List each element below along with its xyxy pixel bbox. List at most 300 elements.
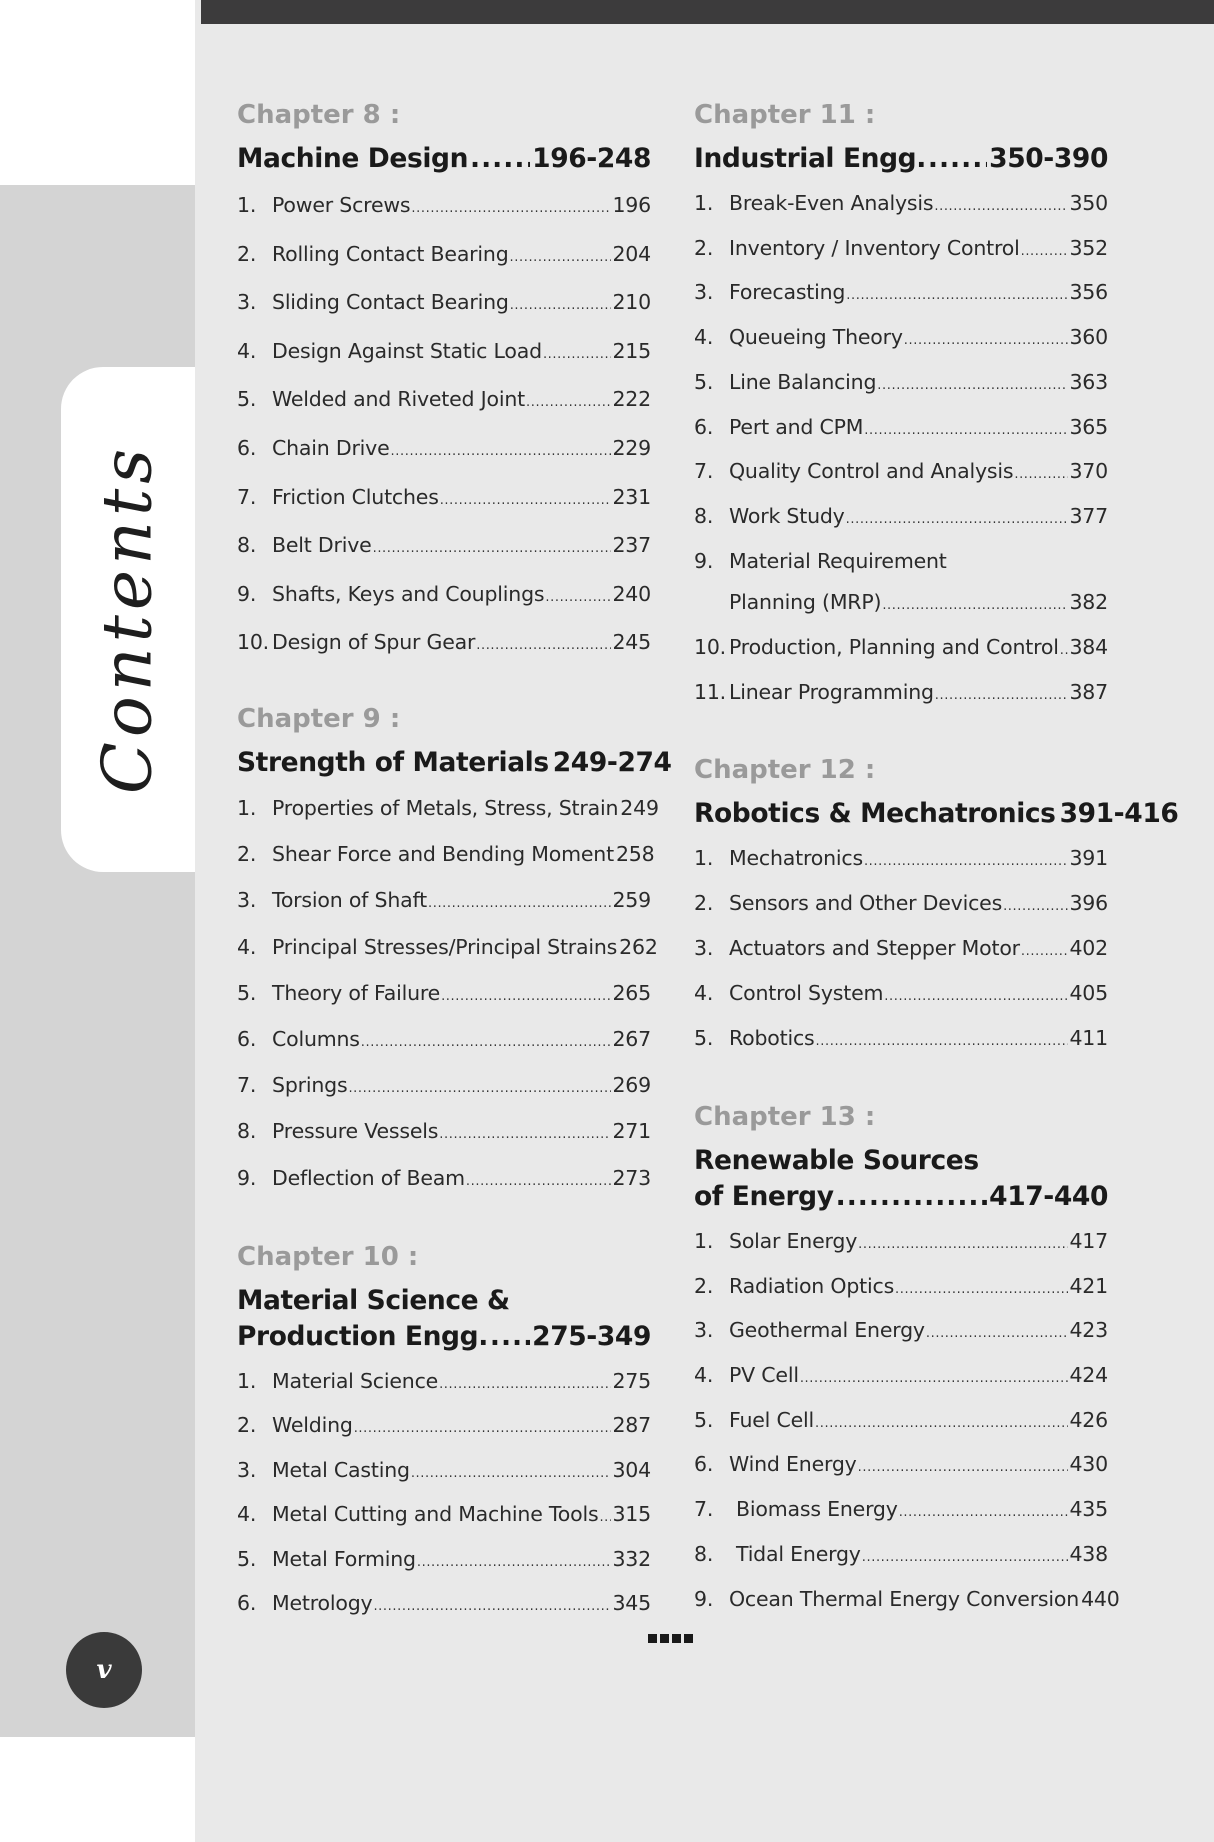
entry-number: 1.	[694, 191, 714, 215]
entry-number: 3.	[694, 936, 714, 961]
entry-number: 4.	[694, 981, 714, 1006]
entry-title: Columns	[272, 1026, 360, 1051]
entry-page: 265	[612, 980, 651, 1005]
entry-title: Welding	[272, 1413, 353, 1438]
toc-entry	[694, 183, 1108, 228]
chapter-page-range: 275-349	[532, 1320, 651, 1352]
dot-leader	[599, 1497, 611, 1539]
entry-title: Springs	[272, 1073, 348, 1098]
entry-page: 269	[612, 1073, 651, 1098]
chapter-title-text: Robotics & Mechatronics	[694, 798, 1056, 830]
entry-title: Theory of Failure	[272, 980, 441, 1005]
toc-right-column	[694, 95, 1179, 1661]
toc-entry	[237, 1064, 651, 1110]
dot-leader	[470, 141, 530, 177]
entry-page: 249	[620, 795, 659, 820]
entry-title: Line Balancing	[729, 369, 877, 394]
entry-title: Fuel Cell	[729, 1407, 815, 1432]
entry-page: 231	[612, 484, 651, 509]
entry-page: 273	[612, 1165, 651, 1190]
chapter-label: Chapter 9 :	[237, 703, 401, 734]
entry-number: 9.	[237, 581, 257, 606]
dot-leader	[846, 275, 1068, 317]
dot-leader	[441, 975, 611, 1018]
entry-page: 258	[615, 842, 655, 867]
entry-title: Geothermal Energy	[729, 1318, 925, 1343]
entry-title: Solar Energy	[729, 1228, 858, 1253]
dot-leader	[864, 410, 1068, 452]
entry-number: 1.	[237, 795, 257, 820]
entry-number: 6.	[694, 414, 714, 439]
dot-leader	[1021, 931, 1069, 973]
entry-title: Belt Drive	[272, 533, 372, 558]
toc-entry	[694, 928, 1108, 973]
entry-title: Sliding Contact Bearing	[272, 290, 509, 315]
dot-leader	[439, 1364, 611, 1406]
dot-leader	[877, 365, 1068, 407]
entry-title: Robotics	[729, 1026, 815, 1051]
entry-page: 396	[1069, 891, 1108, 916]
entry-number: 9.	[694, 1586, 714, 1611]
entry-number: 4.	[237, 934, 257, 959]
entry-number: 5.	[237, 387, 257, 412]
entry-number: 7.	[694, 1497, 714, 1522]
entry-title: Wind Energy	[729, 1452, 857, 1477]
entry-page: 304	[612, 1457, 651, 1482]
chapter-title-text: Production Engg.	[237, 1320, 488, 1352]
entry-number: 6.	[694, 1452, 714, 1477]
toc-entry	[694, 1266, 1108, 1311]
toc-entry	[694, 883, 1108, 928]
chapter-section	[237, 95, 651, 669]
entry-page: 240	[612, 581, 651, 606]
entry-title: Ocean Thermal Energy Conversion	[729, 1586, 1080, 1611]
toc-entry	[237, 833, 655, 879]
entry-title: Biomass Energy	[736, 1497, 898, 1522]
entry-title: Chain Drive	[272, 435, 390, 460]
dot-leader	[411, 187, 611, 232]
entry-number: 3.	[694, 280, 714, 305]
entry-number: 3.	[237, 1457, 257, 1482]
dot-leader	[1003, 886, 1068, 928]
entry-title: Work Study	[729, 503, 845, 528]
dot-leader	[440, 479, 612, 524]
chapter-title-text: Strength of Materials	[237, 746, 549, 778]
dot-leader	[800, 1358, 1069, 1400]
chapter-page-range: 249-274	[552, 746, 672, 778]
toc-entry	[694, 362, 1108, 407]
dot-leader	[815, 1403, 1068, 1445]
toc-entry	[694, 1534, 1108, 1579]
entry-page: 411	[1069, 1026, 1108, 1051]
chapter-title-line	[694, 141, 1108, 177]
entry-page: 262	[619, 934, 658, 959]
entry-number: 6.	[237, 435, 257, 460]
entry-page: 275	[612, 1368, 651, 1393]
dot-leader	[884, 976, 1068, 1018]
entry-number: 1.	[694, 846, 714, 871]
toc-entry	[237, 926, 658, 972]
toc-entry	[694, 1221, 1108, 1266]
entry-title: Sensors and Other Devices	[729, 891, 1003, 916]
entry-title: Rolling Contact Bearing	[272, 241, 509, 266]
dot-leader	[1014, 454, 1068, 496]
entry-number: 3.	[237, 290, 257, 315]
dot-leader	[373, 1586, 611, 1628]
entry-title: Pert and CPM	[729, 414, 864, 439]
dot-leader	[1060, 630, 1069, 672]
entry-page: 356	[1069, 280, 1108, 305]
dot-leader	[934, 186, 1068, 228]
top-bar	[201, 0, 1214, 24]
chapter-title-line: Renewable Sources	[694, 1144, 979, 1176]
entry-page: 370	[1069, 459, 1108, 484]
chapter-label: Chapter 12 :	[694, 755, 876, 786]
entry-title: Metal Cutting and Machine Tools	[272, 1502, 599, 1527]
entry-title: Torsion of Shaft	[272, 888, 427, 913]
entry-page: 360	[1069, 325, 1108, 350]
entry-title: Tidal Energy	[736, 1541, 861, 1566]
toc-entry	[237, 377, 651, 426]
toc-entry	[237, 280, 651, 329]
chapter-title-line	[694, 1179, 1108, 1215]
toc-entry	[237, 1157, 651, 1203]
entry-title: Deflection of Beam	[272, 1165, 465, 1190]
entry-page: 267	[612, 1026, 651, 1051]
entry-title: Metal Casting	[272, 1457, 410, 1482]
end-of-contents-mark	[648, 1634, 693, 1643]
dot-leader	[417, 1542, 612, 1584]
toc-entry	[237, 1110, 651, 1156]
chapter-title-text: Industrial Engg.	[694, 143, 926, 174]
entry-page: 391	[1069, 846, 1108, 871]
chapter-label: Chapter 13 :	[694, 1101, 876, 1132]
entry-title: Properties of Metals, Stress, Strain	[272, 795, 619, 820]
entry-title: Metrology	[272, 1591, 373, 1616]
toc-entry	[237, 1583, 651, 1628]
entry-page: 222	[612, 387, 651, 412]
toc-entry	[694, 496, 1108, 541]
entry-page: 345	[612, 1591, 651, 1616]
chapter-title-line	[694, 796, 1179, 832]
entry-title: Production, Planning and Control	[729, 635, 1059, 660]
chapter-section	[694, 750, 1179, 1063]
entry-number: 1.	[237, 193, 257, 217]
toc-entry	[237, 972, 651, 1018]
entry-number: 2.	[237, 842, 257, 867]
end-square-2	[660, 1634, 669, 1643]
chapter-title-line	[237, 745, 672, 781]
entry-number: 10.	[694, 635, 727, 660]
end-square-1	[648, 1634, 657, 1643]
entry-page: 387	[1069, 679, 1108, 704]
entry-title: Metal Forming	[272, 1546, 416, 1571]
entry-title-continued: Planning (MRP)	[729, 590, 882, 615]
entry-number: 5.	[237, 980, 257, 1005]
entry-title: Actuators and Stepper Motor	[729, 936, 1020, 961]
dot-leader	[411, 1453, 612, 1495]
entry-title: Queueing Theory	[729, 325, 903, 350]
toc-entry	[694, 451, 1108, 496]
entry-title: Material Requirement	[729, 548, 947, 573]
entry-page: 204	[612, 241, 651, 266]
entry-number: 6.	[237, 1026, 257, 1051]
entry-page: 196	[612, 193, 651, 217]
dot-leader	[348, 1067, 611, 1110]
entry-title: Mechatronics	[729, 846, 863, 871]
entry-title: Shafts, Keys and Couplings	[272, 581, 545, 606]
chapter-section	[694, 95, 1108, 716]
dot-leader	[895, 1269, 1068, 1311]
entry-page: 405	[1069, 981, 1108, 1006]
toc-entry	[237, 1494, 651, 1539]
entry-page: 271	[612, 1119, 651, 1144]
chapter-title	[694, 1143, 1108, 1215]
entry-number: 5.	[694, 369, 714, 394]
entry-page: 430	[1069, 1452, 1108, 1477]
entry-page: 382	[1069, 590, 1108, 615]
end-square-3	[672, 1634, 681, 1643]
chapter-title-text: Machine Design	[237, 143, 469, 174]
entry-page: 210	[612, 290, 651, 315]
dot-leader	[836, 1179, 988, 1215]
dot-leader	[935, 675, 1069, 717]
toc-entry	[237, 1450, 651, 1495]
toc-entry	[694, 272, 1108, 317]
chapter-title	[237, 745, 672, 781]
chapter-page-range: 196-248	[532, 143, 651, 174]
dot-leader	[882, 585, 1068, 627]
entry-title: Power Screws	[272, 193, 411, 217]
entry-number: 8.	[694, 503, 714, 528]
chapter-section	[694, 1097, 1120, 1623]
dot-leader	[373, 527, 612, 572]
entry-page: 352	[1069, 235, 1108, 260]
entry-page: 435	[1069, 1497, 1108, 1522]
toc-entry	[237, 879, 651, 925]
entry-number: 2.	[694, 1273, 714, 1298]
entry-number: 1.	[694, 1228, 714, 1253]
chapter-title-line: Material Science &	[237, 1284, 510, 1316]
entry-number: 8.	[237, 1119, 257, 1144]
dot-leader	[858, 1447, 1069, 1489]
entry-page: 424	[1069, 1363, 1108, 1388]
toc-entry	[237, 1539, 651, 1584]
dot-leader	[526, 381, 611, 426]
entry-page: 440	[1081, 1586, 1120, 1611]
entry-title: Shear Force and Bending Moment	[272, 842, 614, 867]
dot-leader	[466, 1160, 612, 1203]
chapter-title	[237, 1283, 651, 1355]
dot-leader	[510, 284, 612, 329]
toc-entry	[237, 787, 659, 833]
chapter-label: Chapter 11 :	[694, 100, 876, 130]
entry-number: 9.	[694, 548, 714, 573]
dot-leader	[926, 1313, 1069, 1355]
dot-leader	[1021, 231, 1069, 273]
dot-leader	[904, 320, 1069, 362]
dot-leader	[545, 576, 611, 621]
entry-page: 350	[1069, 191, 1108, 215]
toc-entry	[694, 973, 1108, 1018]
dot-leader	[361, 1021, 612, 1064]
toc-entry	[237, 1361, 651, 1406]
dot-leader	[391, 430, 612, 475]
entry-title: Design Against Static Load	[272, 338, 542, 363]
entry-page: 259	[612, 888, 651, 913]
entry-title: Pressure Vessels	[272, 1119, 439, 1144]
dot-leader	[864, 841, 1069, 883]
toc-entry	[237, 1405, 651, 1450]
dot-leader	[428, 882, 611, 925]
entry-page: 377	[1069, 503, 1108, 528]
entry-number: 4.	[694, 1363, 714, 1388]
dot-leader	[543, 333, 612, 378]
entry-page: 363	[1069, 369, 1108, 394]
toc-entry	[694, 672, 1108, 717]
entry-title: Linear Programming	[729, 679, 934, 704]
entry-number: 7.	[237, 484, 257, 509]
chapter-title	[694, 141, 1108, 177]
toc-entry	[237, 523, 651, 572]
entry-title: Break-Even Analysis	[729, 191, 934, 215]
entry-title: Principal Stresses/Principal Strains	[272, 934, 618, 959]
chapter-page-range: 417-440	[989, 1180, 1108, 1212]
entry-page: 384	[1069, 635, 1108, 660]
entry-number: 5.	[694, 1407, 714, 1432]
entry-title: Material Science	[272, 1368, 439, 1393]
toc-entry	[694, 317, 1108, 362]
chapter-label: Chapter 10 :	[237, 1241, 419, 1272]
toc-entry	[237, 620, 651, 669]
contents-title: Contents	[88, 443, 168, 795]
entry-page: 365	[1069, 414, 1108, 439]
chapter-title-line	[237, 141, 651, 177]
toc-entry	[694, 1355, 1108, 1400]
toc-entry	[237, 329, 651, 378]
toc-entry	[237, 232, 651, 281]
entry-title: Design of Spur Gear	[272, 630, 476, 655]
entry-number: 11.	[694, 679, 727, 704]
toc-entry	[694, 1018, 1108, 1063]
toc-entry	[694, 541, 1108, 583]
entry-number: 2.	[237, 241, 257, 266]
entry-page: 417	[1069, 1228, 1108, 1253]
entry-page: 423	[1069, 1318, 1108, 1343]
entry-number: 10.	[237, 630, 270, 655]
entry-title: Friction Clutches	[272, 484, 439, 509]
entry-number: 2.	[694, 891, 714, 916]
entry-number: 4.	[237, 1502, 257, 1527]
toc-entry	[694, 1579, 1120, 1624]
end-square-4	[684, 1634, 693, 1643]
chapter-section	[237, 699, 672, 1203]
dot-leader	[510, 236, 612, 281]
dot-leader	[862, 1537, 1069, 1579]
entry-number: 6.	[237, 1591, 257, 1616]
entry-title: Control System	[729, 981, 884, 1006]
toc-entry	[694, 627, 1108, 672]
entry-page: 332	[612, 1546, 651, 1571]
dot-leader	[816, 1021, 1069, 1063]
toc-entry	[694, 407, 1108, 452]
entry-title: Welded and Riveted Joint	[272, 387, 525, 412]
entry-title: Inventory / Inventory Control	[729, 235, 1020, 260]
entry-page: 421	[1069, 1273, 1108, 1298]
entry-page: 402	[1069, 936, 1108, 961]
chapter-title	[694, 796, 1179, 832]
chapter-title	[237, 141, 651, 177]
toc-entry	[237, 183, 651, 232]
toc-entry	[237, 572, 651, 621]
toc-left-column	[237, 95, 672, 1666]
entry-title: PV Cell	[729, 1363, 799, 1388]
entry-page: 287	[612, 1413, 651, 1438]
dot-leader	[858, 1224, 1068, 1266]
dot-leader	[846, 499, 1069, 541]
toc-entry	[237, 475, 651, 524]
entry-number: 8.	[237, 533, 257, 558]
entry-number: 9.	[237, 1165, 257, 1190]
entry-title: Quality Control and Analysis	[729, 459, 1014, 484]
entry-number: 3.	[237, 888, 257, 913]
entry-page: 245	[612, 630, 651, 655]
entry-number: 4.	[694, 325, 714, 350]
toc-entry	[694, 838, 1108, 883]
entry-page: 229	[612, 435, 651, 460]
entry-number: 5.	[237, 1546, 257, 1571]
toc-entry-continued	[694, 582, 1108, 627]
entry-page: 315	[612, 1502, 651, 1527]
toc-entry	[694, 1400, 1108, 1445]
dot-leader	[928, 141, 987, 177]
chapter-title-text: of Energy	[694, 1180, 834, 1212]
entry-page: 215	[612, 338, 651, 363]
toc-entry	[694, 1489, 1108, 1534]
entry-number: 4.	[237, 338, 257, 363]
entry-number: 8.	[694, 1541, 714, 1566]
chapter-page-range: 391-416	[1059, 798, 1179, 830]
chapter-label: Chapter 8 :	[237, 100, 401, 130]
dot-leader	[490, 1319, 530, 1355]
entry-number: 2.	[694, 235, 714, 260]
entry-number: 2.	[237, 1413, 257, 1438]
dot-leader	[439, 1113, 611, 1156]
entry-number: 7.	[694, 459, 714, 484]
chapter-page-range: 350-390	[989, 143, 1108, 174]
toc-entry	[237, 1018, 651, 1064]
entry-page: 438	[1069, 1541, 1108, 1566]
entry-number: 7.	[237, 1073, 257, 1098]
chapter-section	[237, 1237, 651, 1628]
entry-page: 426	[1069, 1407, 1108, 1432]
entry-number: 1.	[237, 1368, 257, 1393]
dot-leader	[476, 624, 611, 669]
entry-title: Forecasting	[729, 280, 846, 305]
toc-entry	[694, 1310, 1108, 1355]
dot-leader	[354, 1408, 612, 1450]
toc-entry	[694, 228, 1108, 273]
entry-number: 5.	[694, 1026, 714, 1051]
toc-entry	[694, 1444, 1108, 1489]
entry-number: 3.	[694, 1318, 714, 1343]
entry-title: Radiation Optics	[729, 1273, 895, 1298]
dot-leader	[899, 1492, 1069, 1534]
chapter-title-line	[237, 1319, 651, 1355]
entry-page: 237	[612, 533, 651, 558]
page-number-badge: v	[66, 1632, 142, 1708]
toc-entry	[237, 426, 651, 475]
